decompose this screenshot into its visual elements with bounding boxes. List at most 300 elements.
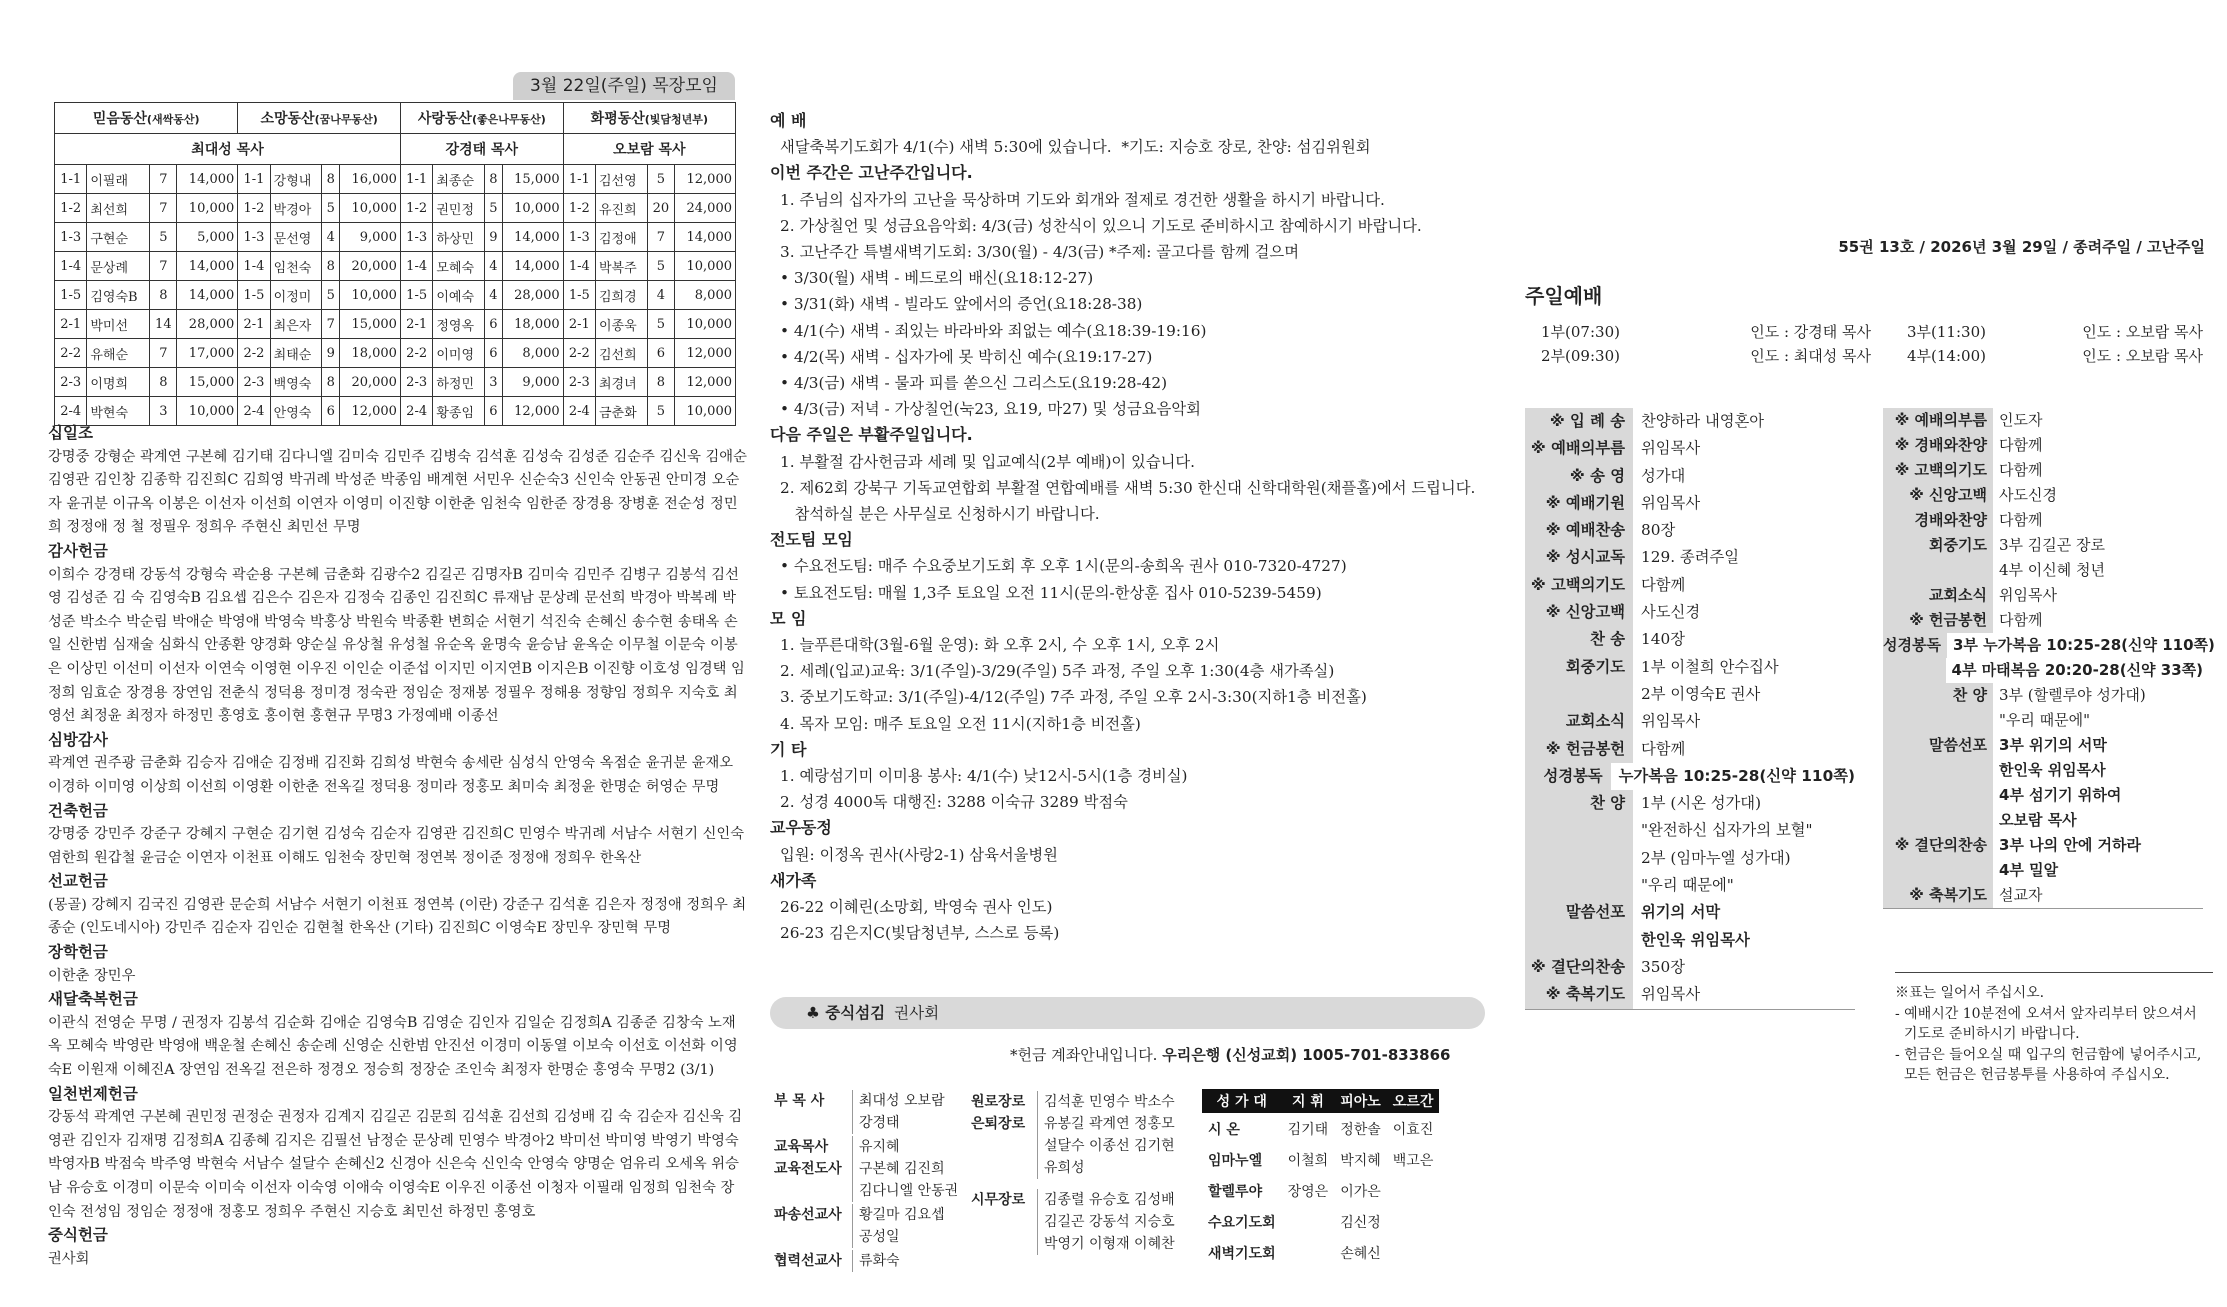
table-cell: 15,000 <box>502 165 563 194</box>
table-cell: 14,000 <box>177 281 238 310</box>
offering-heading: 건축헌금 <box>48 801 108 820</box>
order-value: "완전하신 십자가의 보혈" <box>1641 821 1813 840</box>
table-cell: 9 <box>322 339 340 368</box>
order-row <box>1525 817 1855 844</box>
choir-cell: 김기태 <box>1287 1121 1329 1138</box>
order-row <box>1883 433 2203 458</box>
staff-names: 황길마 김요셉 공성일 <box>852 1204 963 1248</box>
order-row <box>1525 927 1855 954</box>
order-value: 다함께 <box>1999 436 2043 454</box>
announce-line: 입원: 이정옥 권사(사랑2-1) 삼육서울병원 <box>780 845 1058 864</box>
order-label: 회중기도 <box>1525 654 1633 681</box>
offering-names: 곽계연 권주광 금춘화 김승자 김애순 김정배 김진화 김희성 박현숙 송세란 심성식 안영숙 옥점순 윤귀분 윤재오 이경하 이미영 이상희 이선희 이영환 이한춘 전옥길 정덕용 정미라 정홍모 최미숙 최정윤 한명순 허영순 무명 <box>48 755 734 795</box>
table-cell: 10,000 <box>340 194 401 223</box>
order-row <box>1525 626 1855 653</box>
service-time-row <box>1541 344 1871 368</box>
order-value: 4부 밀알 <box>1999 861 2059 879</box>
announce-line: 26-23 김은지C(빛담청년부, 스스로 등록) <box>780 924 1060 943</box>
order-value: 위임목사 <box>1999 586 2057 604</box>
table-cell: 14,000 <box>177 165 238 194</box>
table-cell: 6 <box>485 397 503 426</box>
order-label <box>1525 681 1633 708</box>
choir-cell: 장영은 <box>1287 1183 1329 1200</box>
choir-header: 피아노 <box>1334 1089 1387 1113</box>
table-cell: 김정애 <box>596 223 648 252</box>
table-cell: 12,000 <box>675 165 736 194</box>
staff-row <box>770 1090 1179 1275</box>
table-row <box>55 281 736 310</box>
service-leader: 인도 : 강경태 목사 <box>1750 323 1871 341</box>
table-cell: 1-4 <box>55 252 87 281</box>
announce-line: 1. 부활절 감사헌금과 세례 및 입교예식(2부 예배)이 있습니다. <box>780 452 1196 471</box>
order-value: 1부 이철희 안수집사 <box>1641 657 1779 676</box>
order-row <box>1883 758 2203 783</box>
table-cell: 4 <box>647 281 674 310</box>
table-cell: 10,000 <box>177 194 238 223</box>
table-cell: 박복주 <box>596 252 648 281</box>
table-cell: 20,000 <box>340 252 401 281</box>
table-cell: 2-3 <box>563 368 595 397</box>
order-row <box>1883 483 2203 508</box>
order-label: 찬 양 <box>1883 683 1993 708</box>
table-cell: 28,000 <box>177 310 238 339</box>
order-label: ※ 예배찬송 <box>1525 517 1633 544</box>
offering-names: 강명중 강민주 강준구 강혜지 구현순 김기현 김성숙 김순자 김영관 김진희C 민영수 박귀례 서남수 서현기 신인숙 염한희 원갑철 윤금순 이연자 이천표 이해도 임천숙 장민혁 정연복 정이준 정정애 정희우 한옥산 <box>48 826 745 866</box>
table-cell: 5 <box>485 194 503 223</box>
announce-heading: 새가족 <box>770 870 817 890</box>
order-value: 350장 <box>1641 957 1685 976</box>
order-row <box>1525 899 1855 926</box>
table-cell: 8,000 <box>502 339 563 368</box>
table-cell: 2-3 <box>238 368 270 397</box>
choir-cell: 이철희 <box>1287 1152 1329 1169</box>
table-cell: 금춘화 <box>596 397 648 426</box>
elder-names: 김석훈 민영수 박소수 유봉길 곽계연 정홍모 설달수 이종선 김기현 유희성 <box>1037 1091 1175 1179</box>
table-row <box>55 165 736 194</box>
order-value: 140장 <box>1641 630 1685 649</box>
table-cell: 이종욱 <box>596 310 648 339</box>
order-value: 사도신경 <box>1641 603 1701 622</box>
order-row <box>1883 508 2203 533</box>
announce-heading: 다음 주일은 부활주일입니다. <box>770 425 973 445</box>
order-label: 말씀선포 <box>1883 733 1993 758</box>
notes-divider <box>1895 972 2213 973</box>
order-value: 위임목사 <box>1641 493 1701 512</box>
table-cell: 8 <box>647 368 674 397</box>
announce-line: 1. 주님의 십자가의 고난을 묵상하며 기도와 회개와 절제로 경건한 생활을 하시기 바랍니다. <box>780 190 1385 209</box>
table-cell: 박경아 <box>270 194 322 223</box>
table-cell: 박미선 <box>87 310 150 339</box>
announce-line: • 3/30(월) 새벽 - 베드로의 배신(요18:12-27) <box>780 269 1094 288</box>
table-cell: 1-1 <box>400 165 432 194</box>
order-row <box>1883 708 2203 733</box>
order-left <box>1525 408 1855 1010</box>
dongsan-title: 믿음동산 <box>92 111 147 127</box>
order-value: 인도자 <box>1999 411 2043 429</box>
dongsan-title: 화평동산 <box>590 111 645 127</box>
order-row <box>1883 833 2203 858</box>
dongsan-title: 사랑동산 <box>417 111 472 127</box>
service-time-row <box>1541 320 1871 344</box>
order-label: 교회소식 <box>1883 583 1993 608</box>
announce-line: • 4/2(목) 새벽 - 십자가에 못 박히신 예수(요19:17-27) <box>780 347 1153 366</box>
table-cell: 7 <box>150 252 177 281</box>
elder-names: 김종렬 유승호 김성배 김길곤 강동석 지승호 박영기 이형재 이혜찬 <box>1037 1189 1175 1255</box>
table-cell: 17,000 <box>177 339 238 368</box>
order-right <box>1883 408 2215 909</box>
account-info <box>1010 1044 1450 1065</box>
mokjang-date-tab: 3월 22일(주일) 목장모임 <box>513 72 735 100</box>
order-row <box>1883 783 2203 808</box>
order-value: 설교자 <box>1999 886 2043 904</box>
table-cell: 9 <box>485 223 503 252</box>
order-label <box>1883 783 1993 808</box>
table-cell: 7 <box>322 310 340 339</box>
staff-role: 파송선교사 <box>774 1207 842 1223</box>
choir-cell: 정한솔 <box>1340 1121 1381 1138</box>
table-cell: 7 <box>150 165 177 194</box>
order-value: 찬양하라 내영혼아 <box>1641 412 1765 430</box>
table-cell: 1-3 <box>563 223 595 252</box>
elder-roles <box>967 1090 1179 1275</box>
order-row <box>1883 558 2203 583</box>
staff-roles <box>770 1090 967 1275</box>
order-label: ※ 고백의기도 <box>1525 572 1633 599</box>
table-cell: 2-3 <box>55 368 87 397</box>
service-time: 4부(14:00) <box>1907 347 1986 365</box>
table-cell: 15,000 <box>177 368 238 397</box>
table-cell: 5 <box>647 397 674 426</box>
order-row <box>1883 858 2203 883</box>
order-label: ※ 경배와찬양 <box>1883 433 1993 458</box>
announce-line: 4. 목자 모임: 매주 토요일 오전 11시(지하1층 비전홀) <box>780 714 1141 733</box>
table-cell: 15,000 <box>340 310 401 339</box>
order-label: 성경봉독 <box>1525 763 1611 790</box>
table-cell: 12,000 <box>675 368 736 397</box>
order-label: ※ 예배기원 <box>1525 490 1633 517</box>
announce-heading: 이번 주간은 고난주간입니다. <box>770 163 973 183</box>
order-value: 오보람 목사 <box>1999 811 2077 829</box>
choir-cell: 시 온 <box>1208 1121 1240 1138</box>
dongsan-pastor: 강경태 목사 <box>400 134 563 165</box>
table-cell: 20 <box>647 194 674 223</box>
table-cell: 10,000 <box>675 397 736 426</box>
table-cell: 모혜숙 <box>433 252 485 281</box>
order-label: ※ 신앙고백 <box>1883 483 1993 508</box>
service-time-row <box>1907 320 2203 344</box>
table-cell: 정영옥 <box>433 310 485 339</box>
service-leader: 인도 : 최대성 목사 <box>1750 347 1871 365</box>
announce-line: • 4/1(수) 새벽 - 죄있는 바라바와 죄없는 예수(요18:39-19:16) <box>780 321 1207 340</box>
order-row <box>1883 683 2203 708</box>
lunch-service-label: ♣ 중식섬김 <box>806 1004 886 1022</box>
dongsan-pastor: 오보람 목사 <box>563 134 735 165</box>
announce-line: 1. 늘푸른대학(3월-6월 운영): 화 오후 2시, 수 오후 1시, 오후 2시 <box>780 636 1220 655</box>
table-cell: 5 <box>322 281 340 310</box>
service-time-row <box>1907 344 2203 368</box>
order-row <box>1525 681 1855 708</box>
table-cell: 구현순 <box>87 223 150 252</box>
table-cell: 8 <box>322 165 340 194</box>
order-label: ※ 성시교독 <box>1525 544 1633 571</box>
staff-names: 최대성 오보람 강경태 <box>852 1090 963 1134</box>
offering-names: 이희수 강경태 강동석 강형숙 곽순용 구본혜 금춘화 김광수2 김길곤 김명자B 김미숙 김민주 김병구 김봉석 김선영 김성준 김 숙 김영숙B 김요셉 김은수 김은자 김정숙 김종인 김진희C 류재남 문상례 문선희 박경아 박복례 박성준 박소수 박순림 박애순 박영애 박영숙 박홍상 박원숙 박종환 변희순 서현기 석진숙 손혜신 송수현 송태옥 손 일 신한범 심재술 심화식 안종환 양경화 양순실 유상철 유성철 유순옥 윤명숙 윤승남 윤옥순 이무철 이문숙 이봉은 이상민 이선미 이선자 이연숙 이영현 이우진 이인순 이준섭 이지민 이지연B 이지은B 이진향 이호성 임경택 임정희 임효순 장경용 장연임 전춘식 정덕용 정미경 정숙관 정임순 정재봉 정필우 정해용 정향임 정희우 지숙호 최영선 최정윤 최정자 하정민 홍영호 홍이현 홍현규 무명3 가정예배 이종선 <box>48 566 745 725</box>
announce-line: • 4/3(금) 새벽 - 물과 피를 쏟으신 그리스도(요19:28-42) <box>780 374 1168 393</box>
order-row <box>1525 736 1855 763</box>
order-value: 1부 (시온 성가대) <box>1641 794 1762 813</box>
table-row <box>55 368 736 397</box>
table-cell: 박현숙 <box>87 397 150 426</box>
table-cell: 유해순 <box>87 339 150 368</box>
service-time: 3부(11:30) <box>1907 323 1986 341</box>
table-cell: 14,000 <box>177 252 238 281</box>
announce-line: 참석하실 분은 사무실로 신청하시기 바랍니다. <box>780 505 1100 524</box>
staff-entry <box>774 1250 963 1272</box>
note-line: - 헌금은 들어오실 때 입구의 헌금함에 넣어주시고, <box>1895 1046 2202 1063</box>
order-row <box>1525 763 1855 790</box>
elder-role: 원로장로 은퇴장로 <box>971 1094 1026 1132</box>
table-cell: 5 <box>150 223 177 252</box>
table-row <box>55 194 736 223</box>
dongsan-sub: (좋은나무동산) <box>471 113 546 126</box>
table-row <box>55 252 736 281</box>
announce-line: 2. 가상칠언 및 성금요음악회: 4/3(금) 성찬식이 있으니 기도로 준비하시고 참예하시기 바랍니다. <box>780 216 1422 235</box>
order-label: 회중기도 <box>1883 533 1993 558</box>
order-row <box>1525 845 1855 872</box>
order-label <box>1883 658 1946 683</box>
order-row <box>1883 533 2203 558</box>
table-cell: 6 <box>485 310 503 339</box>
choir-cell: 할렐루야 <box>1208 1183 1263 1200</box>
choir-cell <box>1282 1237 1335 1268</box>
table-cell: 2-4 <box>55 397 87 426</box>
order-value: 다함께 <box>1999 511 2043 529</box>
service-times-right <box>1907 320 2203 368</box>
offering-names: 강동석 곽계연 구본혜 권민정 권정순 권정자 김계지 김길곤 김문희 김석훈 김선희 김성배 김 숙 김순자 김신욱 김영관 김인자 김재명 김정희A 김종혜 김지은 김필선 남정순 문상례 민영수 박경아2 박미선 박미영 박영기 박영숙 박영자B 박점숙 박주영 박현숙 서남수 설달수 손혜신2 신경아 신은숙 신인숙 안영숙 양명순 엄유리 오세옥 위승남 유승호 이경미 이문숙 이미숙 이선자 이숙영 이애숙 이영숙E 이우진 이종선 이청자 이필래 임정희 임천숙 장인숙 전성임 정임순 정정애 정홍모 정희우 주현신 지승호 최민선 하정민 홍영호 <box>48 1109 743 1220</box>
table-cell: 6 <box>647 339 674 368</box>
order-label: ※ 입 례 송 <box>1525 408 1633 435</box>
order-value: 한인욱 위임목사 <box>1641 930 1750 949</box>
notes <box>1895 972 2213 1086</box>
lunch-service-who: 권사회 <box>894 1004 940 1022</box>
choir-table <box>1202 1089 1439 1268</box>
table-cell: 최은자 <box>270 310 322 339</box>
staff-role: 부 목 사 <box>774 1093 825 1109</box>
dongsan-title: 소망동산 <box>260 111 315 127</box>
offering-names: 강명중 강형순 곽계연 구본혜 김기태 김다니엘 김미숙 김민주 김병숙 김석훈 김성숙 김성준 김순주 김신욱 김애순 김영관 김인창 김종학 김진희C 김희영 박귀례 박성준 박종임 배계현 서민우 신순숙3 신인숙 안동권 안미경 오순자 윤귀분 이규옥 이봉은 이선자 이선희 이연자 이영미 이진향 이한춘 임천숙 임한준 장경용 장병훈 전순성 정민희 정정애 정 철 정필우 정희우 주현신 최민선 무명 <box>48 448 747 536</box>
choir-cell: 박지혜 <box>1340 1152 1381 1169</box>
table-cell: 2-2 <box>238 339 270 368</box>
offering-heading: 중식헌금 <box>48 1226 108 1245</box>
table-row <box>55 223 736 252</box>
account-bank: 우리은행 (신성교회) 1005-701-833866 <box>1162 1046 1451 1064</box>
table-cell: 황종임 <box>433 397 485 426</box>
table-cell: 1-3 <box>55 223 87 252</box>
issue-info: 55권 13호 / 2026년 3월 29일 / 종려주일 / 고난주일 <box>1838 238 2205 256</box>
table-cell: 3 <box>485 368 503 397</box>
choir-row <box>1202 1206 1439 1237</box>
order-row <box>1525 517 1855 544</box>
order-row <box>1883 608 2203 633</box>
announce-heading: 모 임 <box>770 608 807 628</box>
order-value: 위임목사 <box>1641 439 1701 458</box>
table-cell: 8 <box>322 368 340 397</box>
service-time: 1부(07:30) <box>1541 323 1620 341</box>
table-cell: 권민정 <box>433 194 485 223</box>
notes-body <box>1895 983 2213 1086</box>
order-label <box>1883 708 1993 733</box>
table-cell: 10,000 <box>177 397 238 426</box>
announce-line: 새달축복기도회가 4/1(수) 새벽 5:30에 있습니다. *기도: 지승호 장로, 찬양: 섬김위원회 <box>780 138 1371 157</box>
table-cell: 문상례 <box>87 252 150 281</box>
choir-cell: 백고은 <box>1392 1152 1434 1169</box>
table-cell: 2-1 <box>563 310 595 339</box>
order-label: ※ 예배의부름 <box>1525 435 1633 462</box>
table-cell: 9,000 <box>340 223 401 252</box>
table-cell: 김영숙B <box>87 281 150 310</box>
table-cell: 14,000 <box>675 223 736 252</box>
order-label: 경배와찬양 <box>1883 508 1993 533</box>
announce-line: 2. 세례(입교)교육: 3/1(주일)-3/29(주일) 5주 과정, 주일 오후 1:30(4층 새가족실) <box>780 662 1335 681</box>
order-label: 찬 양 <box>1525 790 1633 817</box>
dongsan-name <box>238 103 401 134</box>
order-row <box>1883 883 2203 908</box>
table-cell: 16,000 <box>340 165 401 194</box>
table-cell: 1-2 <box>238 194 270 223</box>
announce-line: 3. 고난주간 특별새벽기도회: 3/30(월) - 4/3(금) *주제: 골고다를 함께 걸으며 <box>780 243 1299 262</box>
order-label: 찬 송 <box>1525 626 1633 653</box>
order-value: 80장 <box>1641 521 1676 540</box>
table-cell: 백영숙 <box>270 368 322 397</box>
dongsan-pastor-row <box>55 134 736 165</box>
order-row <box>1883 658 2203 683</box>
order-label: ※ 축복기도 <box>1883 883 1993 908</box>
table-cell: 이미영 <box>433 339 485 368</box>
announce-line: • 수요전도팀: 매주 수요중보기도회 후 오후 1시(문의-송희옥 권사 010-7320-4727) <box>780 557 1347 576</box>
table-cell: 2-2 <box>563 339 595 368</box>
order-row <box>1883 583 2203 608</box>
table-cell: 6 <box>322 397 340 426</box>
order-value: 누가복음 10:25-28(신약 110쪽) <box>1618 766 1855 785</box>
announce-line: 2. 성경 4000독 대행진: 3288 이숙규 3289 박점숙 <box>780 793 1128 812</box>
table-cell: 28,000 <box>502 281 563 310</box>
table-cell: 7 <box>150 339 177 368</box>
staff-entry <box>774 1090 963 1134</box>
order-value: 3부 나의 안에 거하라 <box>1999 836 2142 854</box>
choir-cell: 수요기도회 <box>1208 1214 1276 1231</box>
table-cell: 10,000 <box>675 310 736 339</box>
offering-heading: 십일조 <box>48 424 93 442</box>
table-cell: 2-2 <box>400 339 432 368</box>
table-cell: 5,000 <box>177 223 238 252</box>
choir-cell: 김신정 <box>1340 1214 1381 1231</box>
table-cell: 1-2 <box>55 194 87 223</box>
staff-entry <box>774 1136 963 1202</box>
order-row <box>1525 463 1855 490</box>
table-cell: 2-1 <box>400 310 432 339</box>
announce-heading: 전도팀 모임 <box>770 530 853 550</box>
table-cell: 3 <box>150 397 177 426</box>
choir-row <box>1202 1175 1439 1206</box>
announce-line: • 토요전도팀: 매월 1,3주 토요일 오전 11시(문의-한상훈 집사 010-5239-5459) <box>780 583 1322 602</box>
order-value: 한인욱 위임목사 <box>1999 761 2106 779</box>
announce-line: 2. 제62회 강북구 기독교연합회 부활절 연합예배를 새벽 5:30 한신대 신학대학원(채플홀)에서 드립니다. <box>780 478 1476 497</box>
staff-table <box>770 1090 1179 1275</box>
table-cell: 12,000 <box>340 397 401 426</box>
order-row <box>1883 458 2203 483</box>
announce-line: • 4/3(금) 저녁 - 가상칠언(눅23, 요19, 마27) 및 성금요음악회 <box>780 400 1201 419</box>
table-cell: 7 <box>150 194 177 223</box>
offering-names: 이한춘 장민우 <box>48 967 136 984</box>
order-label <box>1525 927 1633 954</box>
order-row <box>1525 572 1855 599</box>
staff-entry <box>774 1204 963 1248</box>
order-value: 3부 (할렐루야 성가대) <box>1999 686 2146 704</box>
choir-header: 오르간 <box>1387 1089 1440 1113</box>
note-line: 기도로 준비하시기 바랍니다. <box>1895 1026 2080 1042</box>
order-row <box>1525 435 1855 462</box>
order-value: 다함께 <box>1999 611 2043 629</box>
table-cell: 최경녀 <box>596 368 648 397</box>
table-cell: 6 <box>485 339 503 368</box>
offering-list <box>48 422 748 1271</box>
table-cell: 8 <box>150 281 177 310</box>
table-cell: 1-5 <box>563 281 595 310</box>
table-cell: 8 <box>322 252 340 281</box>
order-row <box>1525 544 1855 571</box>
table-cell: 8 <box>485 165 503 194</box>
table-cell: 14 <box>150 310 177 339</box>
table-cell: 14,000 <box>502 252 563 281</box>
dongsan-header-row <box>55 103 736 134</box>
table-cell: 안영숙 <box>270 397 322 426</box>
table-cell: 1-1 <box>238 165 270 194</box>
table-cell: 20,000 <box>340 368 401 397</box>
table-cell: 1-1 <box>563 165 595 194</box>
table-cell: 18,000 <box>340 339 401 368</box>
order-label: ※ 결단의찬송 <box>1525 954 1633 981</box>
staff-names: 유지혜 구본혜 김진희 김다니엘 안동권 <box>852 1136 963 1202</box>
table-cell: 8,000 <box>675 281 736 310</box>
offering-heading: 심방감사 <box>48 730 108 749</box>
table-cell: 2-4 <box>238 397 270 426</box>
table-cell: 1-4 <box>400 252 432 281</box>
elder-entry <box>971 1189 1175 1255</box>
elder-entry <box>971 1091 1175 1179</box>
order-row <box>1525 790 1855 817</box>
note-line: 모든 헌금은 헌금봉투를 사용하여 주십시오. <box>1895 1067 2170 1083</box>
service-times-left <box>1541 320 1871 368</box>
order-row <box>1525 981 1855 1008</box>
dongsan-sub: (새싹동산) <box>146 113 200 126</box>
service-leader: 인도 : 오보람 목사 <box>2082 323 2203 341</box>
order-label: ※ 예배의부름 <box>1883 408 1993 433</box>
order-value: 위임목사 <box>1641 985 1701 1004</box>
account-text: *헌금 계좌안내입니다. <box>1010 1046 1158 1064</box>
choir-cell: 임마누엘 <box>1208 1152 1263 1169</box>
table-cell: 5 <box>322 194 340 223</box>
lunch-service-bar <box>770 997 1485 1029</box>
order-value: 2부 (임마누엘 성가대) <box>1641 848 1791 867</box>
order-row <box>1525 490 1855 517</box>
order-label: ※ 송 영 <box>1525 463 1633 490</box>
table-cell: 1-3 <box>238 223 270 252</box>
choir-row <box>1202 1113 1439 1144</box>
dongsan-sub: (빛담청년부) <box>644 113 708 126</box>
table-cell: 하상민 <box>433 223 485 252</box>
table-cell: 4 <box>485 252 503 281</box>
table-cell: 최태순 <box>270 339 322 368</box>
